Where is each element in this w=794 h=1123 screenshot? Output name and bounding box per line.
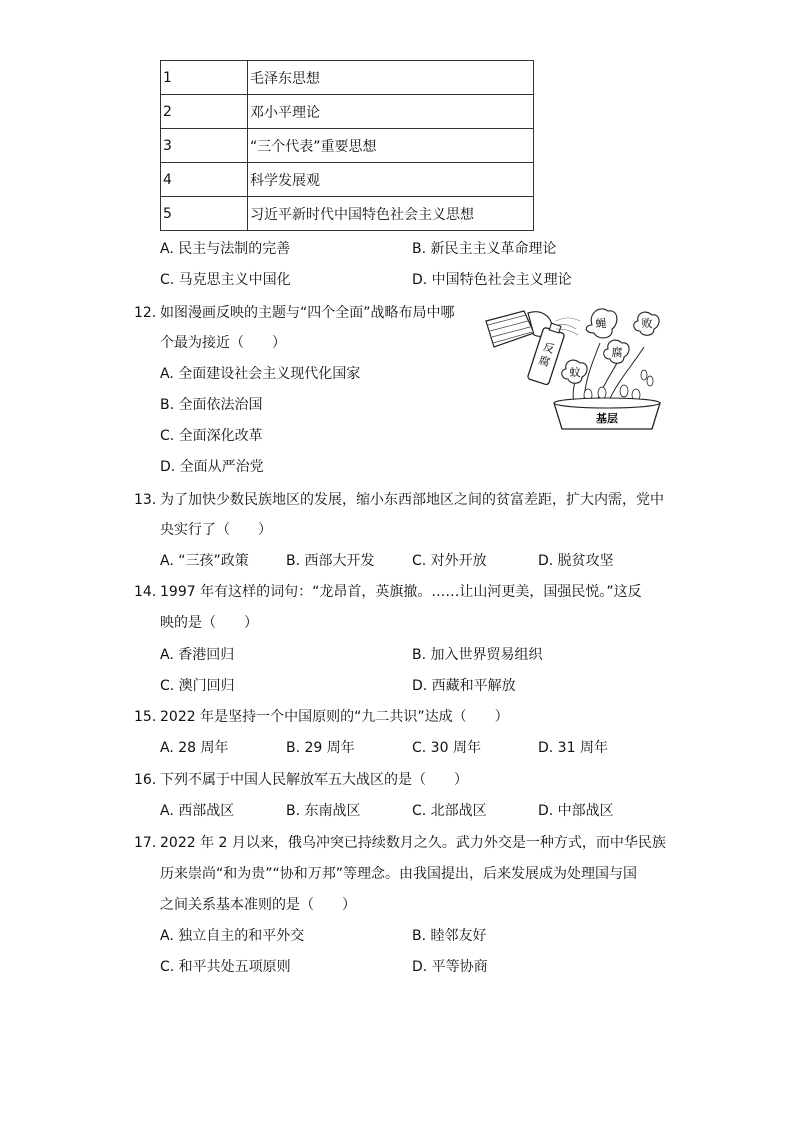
q16-option-b[interactable]: B. 东南战区 <box>286 803 361 819</box>
question-number: 15. <box>134 709 157 725</box>
question-stem: 如图漫画反映的主题与“四个全面”战略布局中哪 <box>160 305 455 321</box>
q13-option-b[interactable]: B. 西部大开发 <box>286 553 375 569</box>
q13-option-d[interactable]: D. 脱贫攻坚 <box>538 553 614 569</box>
spray-label-1: 反 <box>541 340 556 356</box>
row-text: 科学发展观 <box>248 163 534 197</box>
q15-option-d[interactable]: D. 31 周年 <box>538 740 608 756</box>
q14-option-d[interactable]: D. 西藏和平解放 <box>412 678 516 694</box>
question-stem: 2022 年 2 月以来，俄乌冲突已持续数月之久。武力外交是一种方式，而中华民族 <box>160 835 666 851</box>
q17-option-a[interactable]: A. 独立自主的和平外交 <box>160 928 305 944</box>
question-number: 14. <box>134 584 157 600</box>
question-stem: 1997 年有这样的词句：“龙昂首，英旗撤。……让山河更美，国强民悦。”这反 <box>160 584 642 600</box>
q16-option-c[interactable]: C. 北部战区 <box>412 803 487 819</box>
anti-corruption-cartoon <box>484 303 666 435</box>
q11-option-c[interactable]: C. 马克思主义中国化 <box>160 272 291 288</box>
question-number: 13. <box>134 492 157 508</box>
table-row <box>161 197 534 231</box>
q11-option-d[interactable]: D. 中国特色社会主义理论 <box>412 272 572 288</box>
q12-option-c[interactable]: C. 全面深化改革 <box>160 428 263 444</box>
q16-option-a[interactable]: A. 西部战区 <box>160 803 235 819</box>
q17-option-b[interactable]: B. 睦邻友好 <box>412 928 487 944</box>
theory-table <box>160 60 534 231</box>
row-text: 毛泽东思想 <box>248 61 534 95</box>
question-stem: 历来崇尚“和为贵”“协和万邦”等理念。由我国提出，后来发展成为处理国与国 <box>160 866 638 882</box>
q11-option-b[interactable]: B. 新民主主义革命理论 <box>412 241 557 257</box>
row-text: “三个代表”重要思想 <box>248 129 534 163</box>
q14-option-a[interactable]: A. 香港回归 <box>160 647 235 663</box>
flower-label: 蚊 <box>569 366 581 379</box>
question-stem: 为了加快少数民族地区的发展，缩小东西部地区之间的贫富差距，扩大内需，党中 <box>160 492 664 508</box>
row-number: 1 <box>161 61 248 95</box>
row-text: 邓小平理论 <box>248 95 534 129</box>
flower-label: 蝇 <box>595 317 607 330</box>
flower-label: 腐 <box>611 346 623 359</box>
question-stem: 2022 年是坚持一个中国原则的“九二共识”达成（ ） <box>160 709 509 725</box>
q12-option-a[interactable]: A. 全面建设社会主义现代化国家 <box>160 366 361 382</box>
q15-option-c[interactable]: C. 30 周年 <box>412 740 481 756</box>
q13-option-a[interactable]: A. “三孩”政策 <box>160 553 249 569</box>
q15-option-a[interactable]: A. 28 周年 <box>160 740 229 756</box>
q12-option-d[interactable]: D. 全面从严治党 <box>160 459 264 475</box>
question-stem: 之间关系基本准则的是（ ） <box>160 897 356 913</box>
table-row <box>161 129 534 163</box>
table-row <box>161 163 534 197</box>
question-number: 12. <box>134 305 157 321</box>
row-number: 3 <box>161 129 248 163</box>
row-text: 习近平新时代中国特色社会主义思想 <box>248 197 534 231</box>
q15-option-b[interactable]: B. 29 周年 <box>286 740 355 756</box>
row-number: 5 <box>161 197 248 231</box>
question-number: 17. <box>134 835 157 851</box>
question-stem: 下列不属于中国人民解放军五大战区的是（ ） <box>160 772 468 788</box>
row-number: 4 <box>161 163 248 197</box>
spray-label-2: 腐 <box>537 353 552 370</box>
question-stem: 个最为接近（ ） <box>160 335 286 351</box>
q14-option-c[interactable]: C. 澳门回归 <box>160 678 235 694</box>
q12-option-b[interactable]: B. 全面依法治国 <box>160 397 263 413</box>
table-row <box>161 95 534 129</box>
question-number: 16. <box>134 772 157 788</box>
q14-option-b[interactable]: B. 加入世界贸易组织 <box>412 647 543 663</box>
question-stem: 央实行了（ ） <box>160 522 272 538</box>
pot-label: 基层 <box>596 412 618 425</box>
flower-label: 败 <box>641 317 653 330</box>
question-stem: 映的是（ ） <box>160 615 258 631</box>
q16-option-d[interactable]: D. 中部战区 <box>538 803 614 819</box>
q17-option-c[interactable]: C. 和平共处五项原则 <box>160 959 291 975</box>
row-number: 2 <box>161 95 248 129</box>
q11-option-a[interactable]: A. 民主与法制的完善 <box>160 241 291 257</box>
q13-option-c[interactable]: C. 对外开放 <box>412 553 487 569</box>
table-row <box>161 61 534 95</box>
q17-option-d[interactable]: D. 平等协商 <box>412 959 488 975</box>
